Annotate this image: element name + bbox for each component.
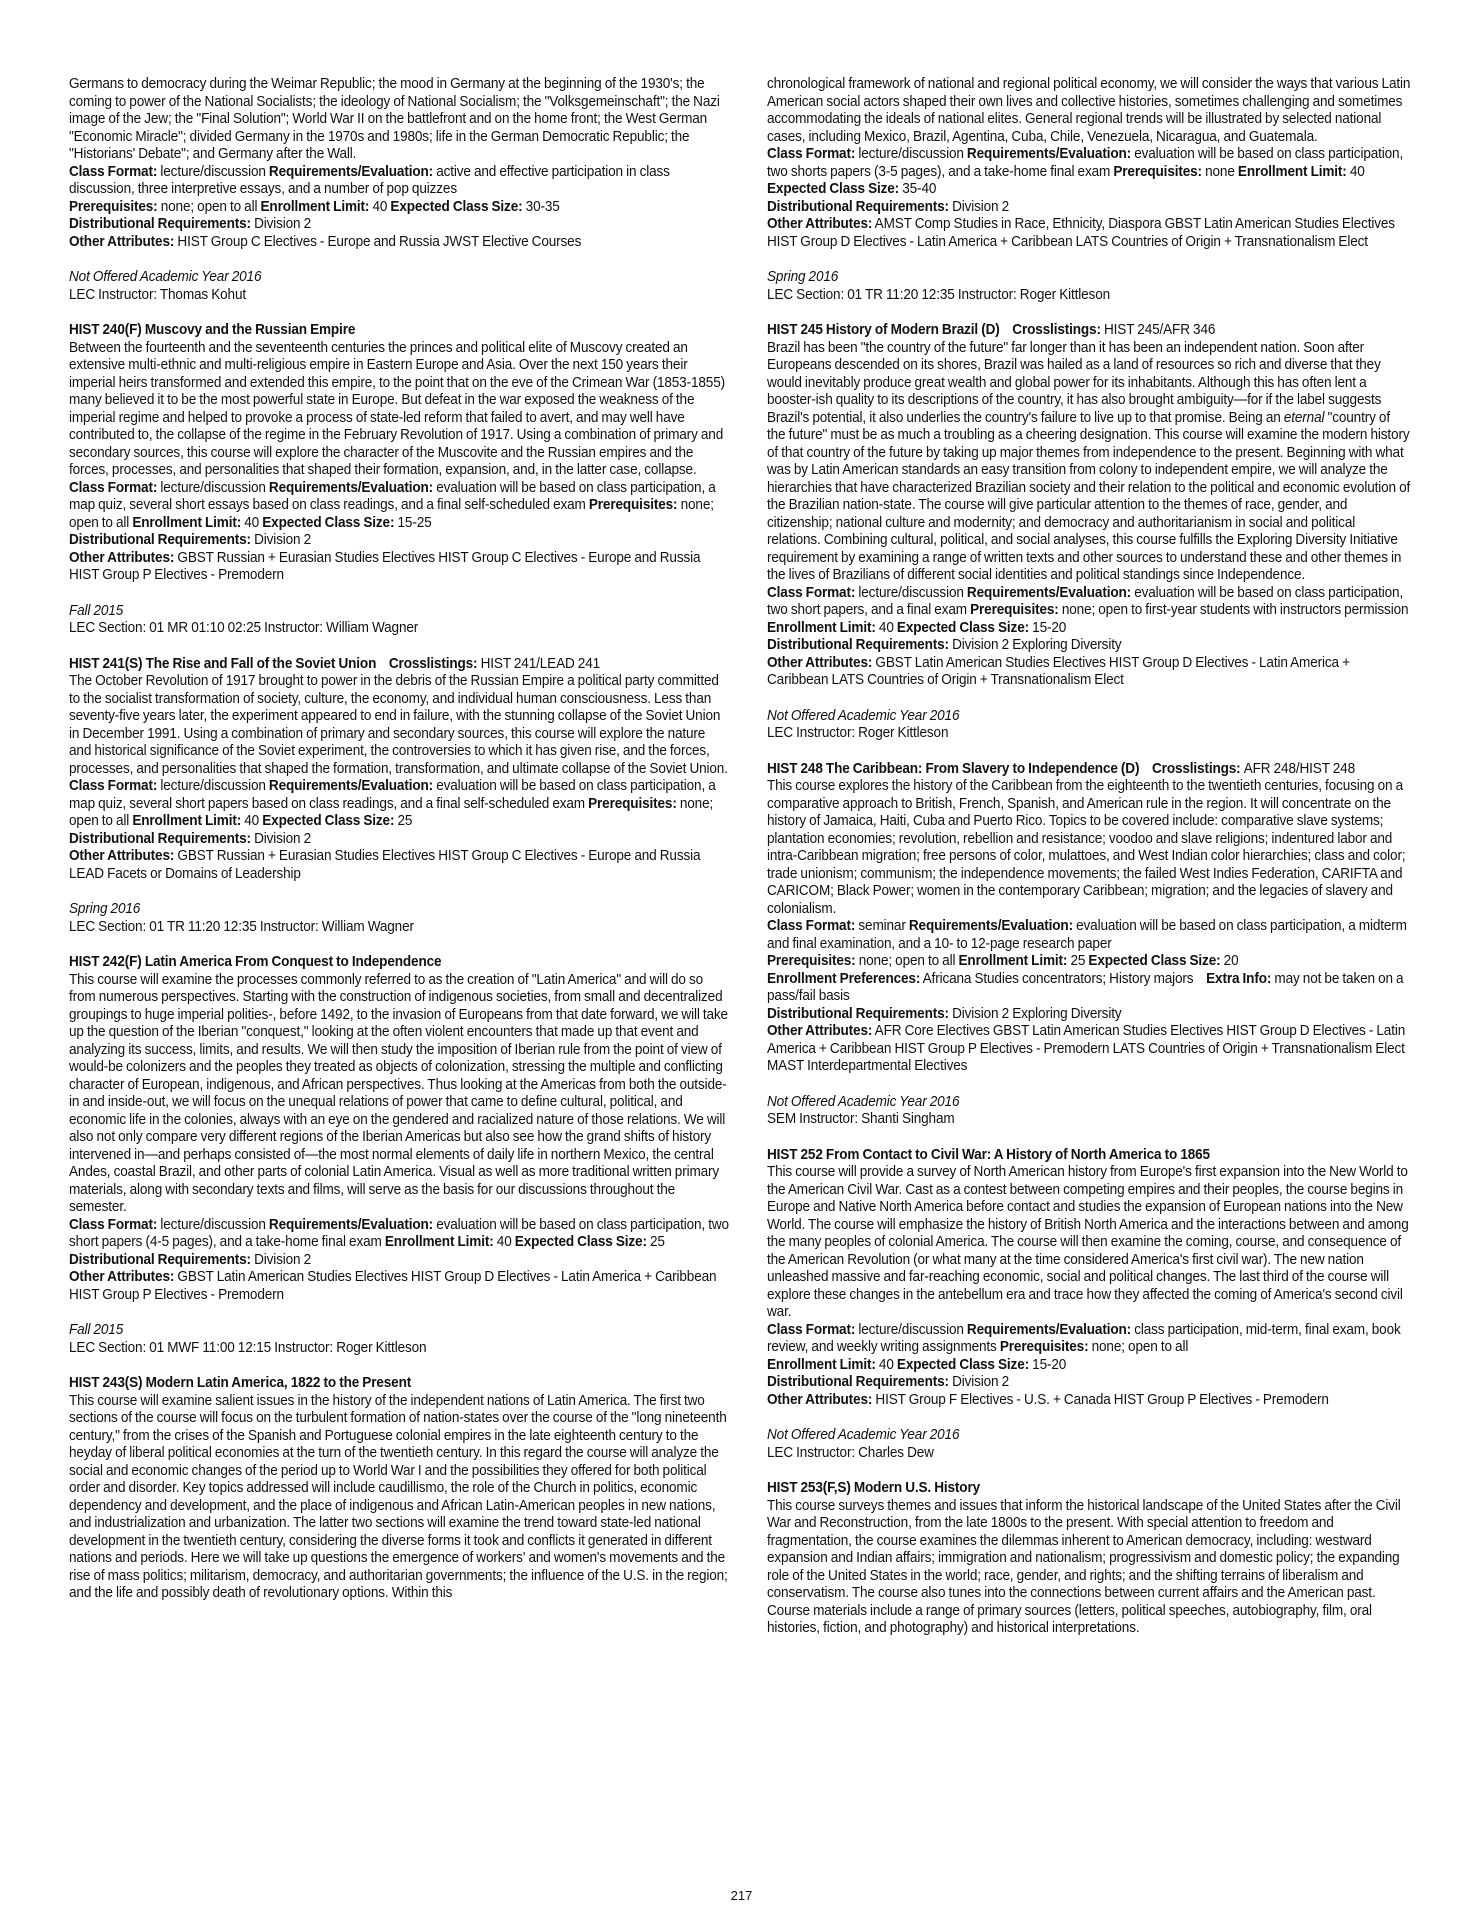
course-details: Class Format: lecture/discussion Requirements/Evaluation: active and effective participation in class discussion, three interpretive essays, and a number of pop quizzes Prerequisites: none; open to all Enrollment Limit: 40 Expected Class Size: 30-35 Distributional Requirements: Division 2 Other Attributes: HIST Group C Electives - Europe and Russia JWST Elective Courses xyxy=(69,163,670,250)
course-offering xyxy=(69,1322,729,1357)
right-column xyxy=(767,76,1411,1638)
course-entry-hist-248 xyxy=(767,761,1411,1129)
course-description: Between the fourteenth and the seventeenth centuries the princes and political elite of Muscovy created an extensive multi-ethnic and multi-religious empire in Eastern Europe and Asia. Over the next 150 years their imperial heirs transformed and extended this empire, to the point that on the eve of the Crimean War (1853-1855) many believed it to be the most powerful state in Europe. But defeat in the war exposed the weakness of the imperial regime and helped to provoke a process of state-led reform that failed to avert, and may well have contributed to, the collapse of the regime in the February Revolution of 1917. Using a combination of primary and secondary sources, this course will explore the character of the Muscovite and the Russian empires and the forces, processes, and personalities that shaped their formation, expansion, and, in the latter case, collapse. xyxy=(69,339,725,478)
course-title: HIST 240(F) Muscovy and the Russian Empire xyxy=(69,322,356,338)
course-entry-hist-241 xyxy=(69,656,729,937)
course-description: This course will provide a survey of North American history from Europe's first expansion into the New World to the American Civil War. Cast as a contest between competing empires and their peoples, the course begins in Europe and Native North America before contact and studies the expansion of European nations into the New World. The course will emphasize the history of British North America and the interactions between and among the many peoples of colonial America. The course will then examine the coming, course, and consequence of the American Revolution (or what many at the time considered America's first civil war). The new nation unleashed massive and far-reaching economic, social and political changes. The last third of the course will explore these changes in the antebellum era and trace how they affected the coming of America's second civil war. xyxy=(767,1164,1409,1320)
offering-term: Not Offered Academic Year 2016 xyxy=(767,707,960,724)
left-column xyxy=(69,76,729,1603)
course-title: HIST 252 From Contact to Civil War: A History of North America to 1865 xyxy=(767,1146,1210,1163)
course-entry-hist-245 xyxy=(767,322,1411,743)
offering-section: LEC Section: 01 TR 11:20 12:35 Instructor: William Wagner xyxy=(69,918,414,935)
course-details: Class Format: lecture/discussion Requirements/Evaluation: evaluation will be based on class participation, two shorts papers (3-5 pages), and a take-home final exam Prerequisites: none Enrollment Limit: 40 Expected Class Size: 35-40 Distributional Requirements: Division 2 Other Attributes: AMST Comp Studies in Race, Ethnicity, Diaspora GBST Latin American Studies Electives HIST Group D Electives - Latin America + Caribbean LATS Countries of Origin + Transnationalism Elect xyxy=(767,146,1404,250)
course-details: Class Format: lecture/discussion Requirements/Evaluation: evaluation will be based on class participation, two short papers (4-5 pages), and a take-home final exam Enrollment Limit: 40 Expected Class Size: 25 Distributional Requirements: Division 2 Other Attributes: GBST Latin American Studies Electives HIST Group D Electives - Latin America + Caribbean HIST Group P Electives - Premodern xyxy=(69,1216,729,1303)
course-offering xyxy=(69,901,729,936)
offering-term: Not Offered Academic Year 2016 xyxy=(767,1427,960,1443)
offering-section: LEC Section: 01 MR 01:10 02:25 Instructor: William Wagner xyxy=(69,620,419,636)
course-details: Class Format: seminar Requirements/Evaluation: evaluation will be based on class participation, a midterm and final examination, and a 10- to 12-page research paper Prerequisites: none; open to all Enrollment Limit: 25 Expected Class Size: 20 Enrollment Preferences: Africana Studies concentrators; History majors Extra Info: may not be taken on a pass/fail basis Distributional Requirements: Division 2 Exploring Diversity Other Attributes: AFR Core Electives GBST Latin American Studies Electives HIST Group D Electives - Latin America + Caribbean HIST Group P Electives - Premodern LATS Countries of Origin + Transnationalism Elect MAST Interdepartmental Electives xyxy=(767,918,1407,1074)
course-offering xyxy=(69,269,729,304)
offering-term: Not Offered Academic Year 2016 xyxy=(69,269,262,285)
offering-section: LEC Instructor: Charles Dew xyxy=(767,1444,934,1461)
offering-term: Fall 2015 xyxy=(69,1322,124,1338)
course-title: HIST 243(S) Modern Latin America, 1822 to the Present xyxy=(69,1375,412,1391)
offering-section: SEM Instructor: Shanti Singham xyxy=(767,1111,955,1127)
course-entry-hist-242 xyxy=(69,954,729,1357)
course-details: Class Format: lecture/discussion Requirements/Evaluation: evaluation will be based on class participation, two short papers, and a final exam Prerequisites: none; open to first-year students with instructors permission Enrollment Limit: 40 Expected Class Size: 15-20 Distributional Requirements: Division 2 Exploring Diversity Other Attributes: GBST Latin American Studies Electives HIST Group D Electives - Latin America + Caribbean LATS Countries of Origin + Transnationalism Elect xyxy=(767,584,1409,688)
course-description: This course will examine the processes commonly referred to as the creation of "Latin America" and will do so from numerous perspectives. Starting with the construction of indigenous societies, from small and decentralized groupings to huge imperial polities-, before 1492, to the invasion of Europeans from that date forward, we will take up the question of the Iberian "conquest," looking at the often violent encounters that made up that event and analyzing its success, limits, and results. We will then study the imposition of Iberian rule from the point of view of would-be colonizers and the peoples they treated as objects of colonization, stressing the multiple and conflicting character of European, indigenous, and African perspectives. Thus looking at the Americas from both the outside-in and inside-out, we will focus on the unequal relations of power that came to define cultural, political, and economic life in the colonies, always with an eye on the gendered and racialized nature of those relations. We will also not only compare very different regions of the Iberian Americas but also see how the grand shifts of history intervened in—and perhaps consisted of—the most normal elements of daily life in northern Mexico, the central Andes, coastal Brazil, and other parts of colonial Latin America. Visual as well as more traditional written primary materials, along with secondary texts and films, will serve as the basis for our discussions throughout the semester. xyxy=(69,971,728,1215)
course-entry-hist-252 xyxy=(767,1147,1411,1463)
course-details: Class Format: lecture/discussion Requirements/Evaluation: class participation, mid-term, final exam, book review, and weekly writing assignments Prerequisites: none; open to all Enrollment Limit: 40 Expected Class Size: 15-20 Distributional Requirements: Division 2 Other Attributes: HIST Group F Electives - U.S. + Canada HIST Group P Electives - Premodern xyxy=(767,1321,1401,1408)
course-description: This course surveys themes and issues that inform the historical landscape of the United States after the Civil War and Reconstruction, from the late 1800s to the present. With special attention to freedom and fragmentation, the course examines the dilemmas inherent to American democracy, including: westward expansion and Indian affairs; immigration and nationalism; progressivism and domestic policy; the expanding role of the United States in the world; race, gender, and rights; and the shifting terrains of liberalism and conservatism. The course also tunes into the connections between current affairs and the American past. Course materials include a range of primary sources (letters, political speeches, autobiography, film, oral histories, fiction, and photography) and historical interpretations. xyxy=(767,1497,1401,1636)
offering-section: LEC Instructor: Thomas Kohut xyxy=(69,286,247,303)
offering-section: LEC Section: 01 MWF 11:00 12:15 Instructor: Roger Kittleson xyxy=(69,1339,427,1356)
page-number: 217 xyxy=(730,1888,753,1903)
course-description: This course explores the history of the Caribbean from the eighteenth to the twentieth centuries, focusing on a comparative approach to British, French, Spanish, and American rule in the region. It will concentrate on the history of Jamaica, Haiti, Cuba and Puerto Rico. Topics to be covered include: comparative slave systems; plantation economies; revolution, rebellion and resistance; voodoo and slave religions; indentured labor and intra-Caribbean migration; free persons of color, mulattoes, and West Indian color hierarchies; class and color; trade unionism; communism; the independence movements; the failed West Indies Federation, CARIFTA and CARICOM; Black Power; women in the contemporary Caribbean; migration; and the legacies of slavery and colonialism. xyxy=(767,778,1406,917)
course-title: HIST 242(F) Latin America From Conquest to Independence xyxy=(69,954,442,970)
course-description: chronological framework of national and regional political economy, we will consider the ways that various Latin American social actors shaped their own lives and collective histories, sometimes challenging and sometimes accommodating the ideals of national elites. General regional trends will be illustrated by selected national cases, including Mexico, Brazil, Agentina, Cuba, Chile, Venezuela, Nicaragua, and Guatemala. xyxy=(767,76,1411,145)
course-description: Brazil has been "the country of the future" far longer than it has been an independent nation. Soon after Europeans descended on its shores, Brazil was hailed as a land of resources so rich and diverse that they would inevitably produce great wealth and global power for its inhabitants. Although this has often lent a booster-ish quality to its descriptions of the country, it has also brought ambiguity—for if the label suggests Brazil's potential, it also underlies the country's failure to live up to that promise. Being an eternal "country of the future" must be as much a troubling as a cheering designation. This course will examine the modern history of that country of the future by taking up major themes from independence to the present. Beginning with what was by Latin American standards an easy transition from colony to independent empire, we will analyze the hierarchies that have characterized Brazilian society and their relation to the political and economic evolution of the Brazilian nation-state. The course will give particular attention to the themes of race, gender, and citizenship; national culture and modernity; and democracy and authoritarianism in social and political relations. Combining cultural, political, and social analyses, this course fulfills the Exploring Diversity Initiative requirement by examining a range of written texts and other sources to understand these and other themes in the lives of Brazilians of different social identities and political standings since Independence. xyxy=(767,339,1411,583)
course-entry-hist-240 xyxy=(69,322,729,638)
course-offering xyxy=(69,603,729,638)
course-entry-hist-243-continued xyxy=(767,76,1411,304)
course-description: The October Revolution of 1917 brought to power in the debris of the Russian Empire a political party committed to the socialist transformation of society, culture, the economy, and individual human consciousness. Less than seventy-five years later, the experiment appeared to end in failure, with the stunning collapse of the Soviet Union in December 1991. Using a combination of primary and secondary sources, this course will explore the nature and historical significance of the Soviet experiment, the controversies to which it has given rise, and the forces, processes, and personalities that shaped the formation, transformation, and ultimate collapse of the Soviet Union. xyxy=(69,673,728,777)
course-offering xyxy=(767,1094,1411,1129)
course-entry-intro xyxy=(69,76,729,304)
course-title: HIST 248 The Caribbean: From Slavery to Independence (D) Crosslistings: AFR 248/HIST 248 xyxy=(767,760,1356,777)
offering-term: Spring 2016 xyxy=(69,901,141,917)
offering-section: LEC Section: 01 TR 11:20 12:35 Instructor: Roger Kittleson xyxy=(767,286,1111,303)
course-title: HIST 245 History of Modern Brazil (D) Crosslistings: HIST 245/AFR 346 xyxy=(767,322,1216,338)
course-title: HIST 241(S) The Rise and Fall of the Soviet Union Crosslistings: HIST 241/LEAD 241 xyxy=(69,655,601,672)
offering-section: LEC Instructor: Roger Kittleson xyxy=(767,725,949,741)
course-entry-hist-253 xyxy=(767,1480,1411,1638)
offering-term: Not Offered Academic Year 2016 xyxy=(767,1093,960,1110)
course-offering xyxy=(767,1427,1411,1462)
course-description: Germans to democracy during the Weimar Republic; the mood in Germany at the beginning of the 1930's; the coming to power of the National Socialists; the ideology of National Socialism; the "Volksgemeinschaft"; the Nazi image of the Jew; the "Final Solution"; World War II on the battlefront and on the home front; the West German "Economic Miracle"; divided Germany in the 1970s and 1980s; life in the German Democratic Republic; the "Historians' Debate"; and Germany after the Wall. xyxy=(69,76,720,162)
course-details: Class Format: lecture/discussion Requirements/Evaluation: evaluation will be based on class participation, a map quiz, several short essays based on class readings, and a final self-scheduled exam Prerequisites: none; open to all Enrollment Limit: 40 Expected Class Size: 15-25 Distributional Requirements: Division 2 Other Attributes: GBST Russian + Eurasian Studies Electives HIST Group C Electives - Europe and Russia HIST Group P Electives - Premodern xyxy=(69,479,716,583)
offering-term: Fall 2015 xyxy=(69,602,124,619)
course-offering xyxy=(767,708,1411,743)
course-entry-hist-243 xyxy=(69,1375,729,1603)
course-title: HIST 253(F,S) Modern U.S. History xyxy=(767,1480,980,1496)
course-details: Class Format: lecture/discussion Requirements/Evaluation: evaluation will be based on class participation, a map quiz, several short papers based on class readings, and a final self-scheduled exam Prerequisites: none; open to all Enrollment Limit: 40 Expected Class Size: 25 Distributional Requirements: Division 2 Other Attributes: GBST Russian + Eurasian Studies Electives HIST Group C Electives - Europe and Russia LEAD Facets or Domains of Leadership xyxy=(69,778,716,882)
course-offering xyxy=(767,269,1411,304)
offering-term: Spring 2016 xyxy=(767,269,839,285)
course-description: This course will examine salient issues in the history of the independent nations of Latin America. The first two sections of the course will focus on the turbulent formation of nation-states over the course of the "long nineteenth century," from the crises of the Spanish and Portuguese colonial empires in the late eighteenth century to the heyday of liberal political economies at the turn of the twentieth century. In this regard the course will analyze the social and economic changes of the period up to World War I and the possibilities they offered for both political order and disorder. Key topics addressed will include caudillismo, the role of the Church in politics, economic dependency and development, and the place of indigenous and African Latin-American peoples in new nations, and industrialization and urbanization. The latter two sections will examine the trend toward state-led national development in the twentieth century, considering the diverse forms it took and conflicts it generated in different nations and periods. Here we will take up questions the emergence of workers' and women's movements and the rise of mass politics; militarism, democracy, and authoritarian governments; the influence of the U.S. in the region; and the life and possibly death of revolutionary options. Within this xyxy=(69,1392,728,1601)
